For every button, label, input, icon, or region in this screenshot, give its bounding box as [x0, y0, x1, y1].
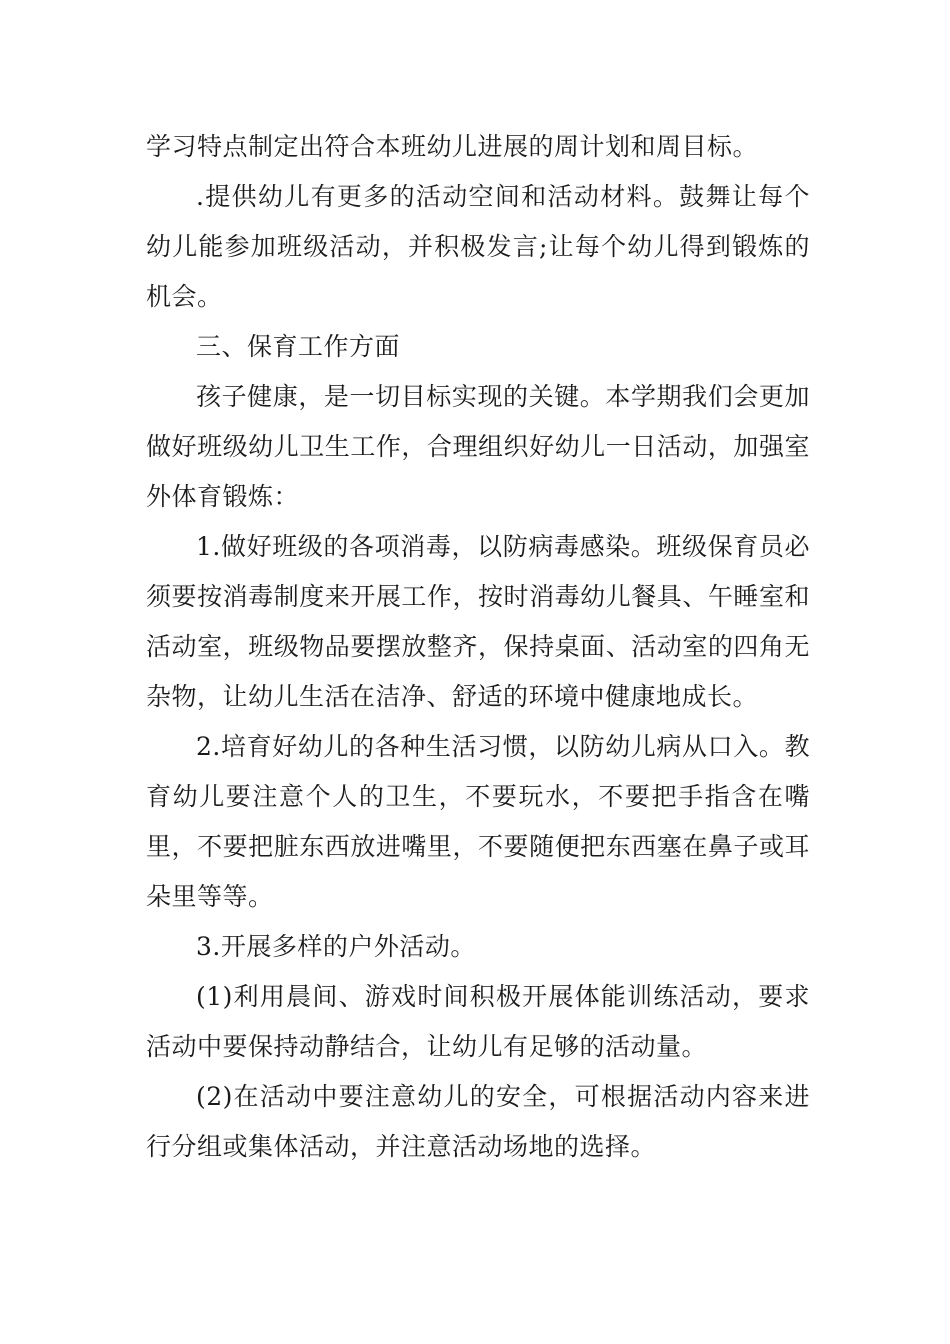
paragraph-4: 孩子健康，是一切目标实现的关键。本学期我们会更加做好班级幼儿卫生工作，合理组织好幼儿一日活动，加强室外体育锻炼： [146, 382, 810, 511]
section-heading: 三、保育工作方面 [196, 332, 401, 361]
list-item-3: 3.开展多样的户外活动。 [196, 932, 476, 961]
document-body [146, 122, 810, 1172]
paragraph-1: 学习特点制定出符合本班幼儿进展的周计划和周目标。 [146, 132, 759, 161]
list-item-1: 1.做好班级的各项消毒，以防病毒感染。班级保育员必须要按消毒制度来开展工作，按时消毒幼儿餐具、午睡室和活动室，班级物品要摆放整齐，保持桌面、活动室的四角无杂物，让幼儿生活在洁净、舒适的环境中健康地成长。 [146, 532, 810, 711]
list-item-2: 2.培育好幼儿的各种生活习惯，以防幼儿病从口入。教育幼儿要注意个人的卫生，不要玩水，不要把手指含在嘴里，不要把脏东西放进嘴里，不要随便把东西塞在鼻子或耳朵里等等。 [146, 732, 810, 911]
sub-item-1: (1)利用晨间、游戏时间积极开展体能训练活动，要求活动中要保持动静结合，让幼儿有足够的活动量。 [146, 982, 810, 1061]
sub-item-2: (2)在活动中要注意幼儿的安全，可根据活动内容来进行分组或集体活动，并注意活动场地的选择。 [146, 1082, 810, 1161]
paragraph-2: .提供幼儿有更多的活动空间和活动材料。鼓舞让每个幼儿能参加班级活动，并积极发言;让每个幼儿得到锻炼的机会。 [146, 182, 810, 311]
